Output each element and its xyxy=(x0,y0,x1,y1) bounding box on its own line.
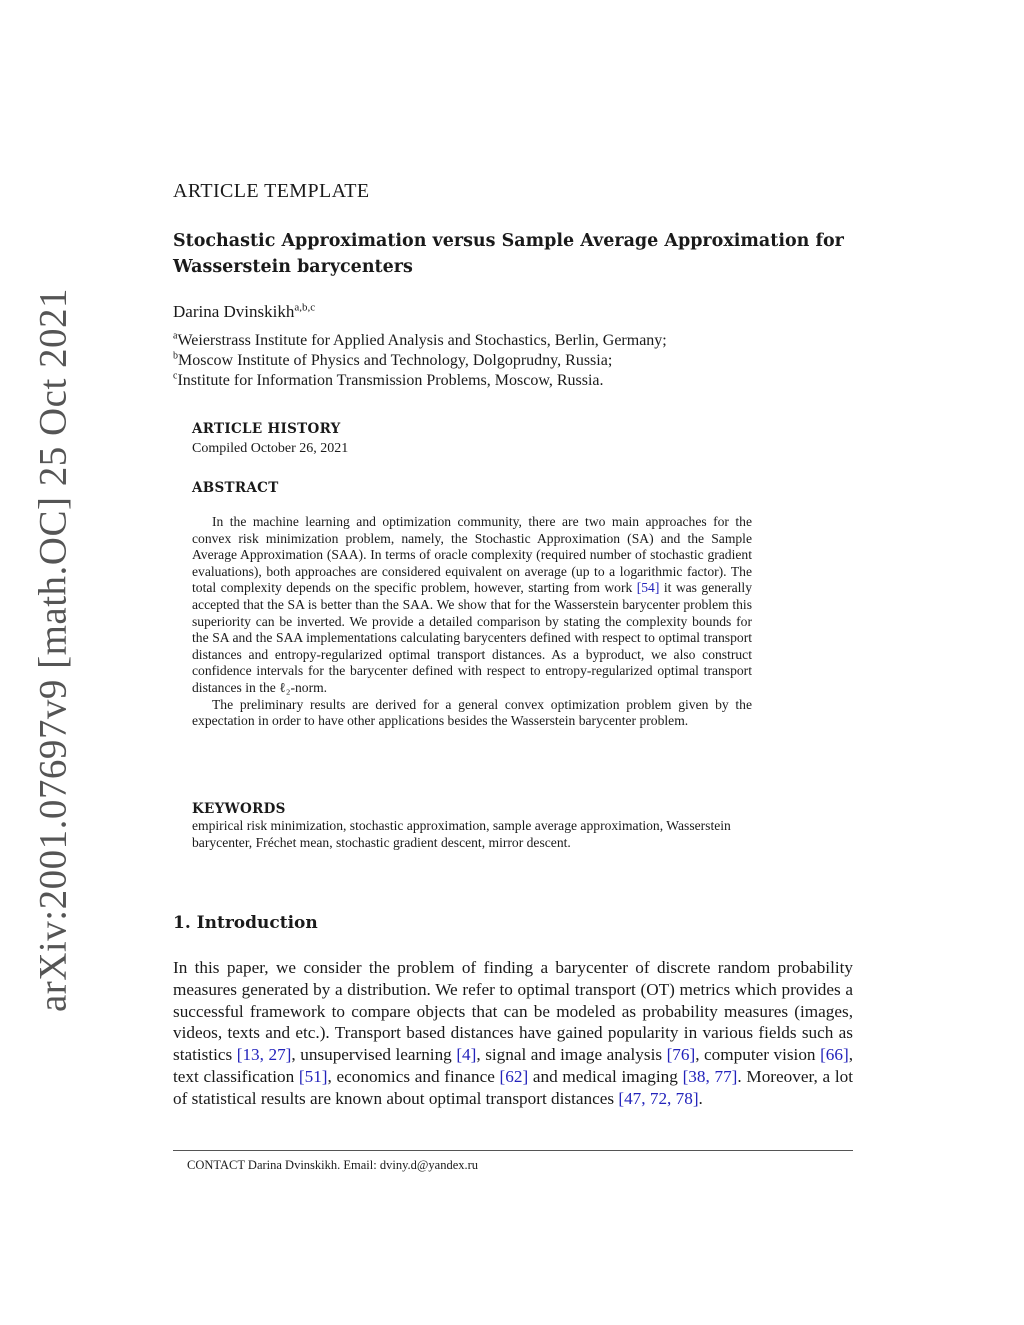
citation-link[interactable]: [62] xyxy=(499,1066,529,1086)
affiliation-item xyxy=(173,331,667,351)
citation-link[interactable]: [54] xyxy=(636,580,660,596)
abstract-body xyxy=(192,514,752,730)
arxiv-identifier-stamp: arXiv:2001.07697v9 [math.OC] 25 Oct 2021 xyxy=(31,287,75,1013)
abstract-heading: ABSTRACT xyxy=(192,480,279,496)
citation-link[interactable]: [38, 77] xyxy=(682,1066,738,1086)
affiliation-mark: b xyxy=(173,350,178,362)
citation-link[interactable]: [47, 72, 78] xyxy=(618,1088,699,1108)
affiliation-mark: c xyxy=(173,370,178,382)
affiliation-list xyxy=(173,331,667,391)
abstract-paragraph: The preliminary results are derived for a general convex optimization problem given by the expectation in order to have other applications besides the Wasserstein barycenter problem. xyxy=(192,696,752,729)
affiliation-text: Weierstrass Institute for Applied Analysis and Stochastics, Berlin, Germany; xyxy=(177,332,667,349)
author-line xyxy=(173,302,315,322)
citation-link[interactable]: [66] xyxy=(820,1045,849,1065)
citation-link[interactable]: [13, 27] xyxy=(236,1045,292,1065)
affiliation-item xyxy=(173,351,667,371)
contact-footnote: CONTACT Darina Dvinskikh. Email: dviny.d@yandex.ru xyxy=(187,1158,479,1172)
article-history-heading: ARTICLE HISTORY xyxy=(192,421,341,437)
abstract-section xyxy=(192,480,752,496)
citation-link[interactable]: [76] xyxy=(666,1045,696,1065)
citation-link[interactable]: [51] xyxy=(298,1066,328,1086)
affiliation-text: Moscow Institute of Physics and Technology, Dolgoprudny, Russia; xyxy=(178,352,613,369)
abstract-paragraph: In the machine learning and optimization community, there are two main approaches for the convex risk minimization problem, namely, the Stochastic Approximation (SA) and the Sample Average Approximation (SAA). In terms of oracle complexity (required number of stochastic gradient evaluations), both approaches are considered equivalent on average (up to a logarithmic factor). The total complexity depends on the specific problem, however, starting from work [54] it was generally accepted that the SA is better than the SAA. We show that for the Wasserstein barycenter problem this superiority can be inverted. We provide a detailed comparison by stating the complexity bounds for the SA and the SAA implementations calculating barycenters defined with respect to optimal transport distances and entropy-regularized optimal transport distances. As a byproduct, we also construct confidence intervals for the barycenter defined with respect to entropy-regularized optimal transport distances in the ℓ₂-norm. xyxy=(192,514,752,695)
paper-title: Stochastic Approximation versus Sample Average Approximation for Wasserstein barycenters xyxy=(173,231,844,277)
affiliation-text: Institute for Information Transmission Problems, Moscow, Russia. xyxy=(177,372,604,389)
section-heading-introduction: 1. Introduction xyxy=(173,913,318,933)
template-label: ARTICLE TEMPLATE xyxy=(173,180,370,202)
compiled-date: Compiled October 26, 2021 xyxy=(192,441,349,456)
keywords-text: empirical risk minimization, stochastic approximation, sample average approximation, Wasserstein barycenter, Fréchet mean, stochastic gradient descent, mirror descent. xyxy=(192,818,731,850)
author-affiliation-marks: a,b,c xyxy=(294,301,316,314)
introduction-paragraph: In this paper, we consider the problem of finding a barycenter of discrete random probability measures generated by a distribution. We refer to optimal transport (OT) metrics which provides a successful framework to compare objects that can be modeled as probability measures (images, videos, texts and etc.). Transport based distances have gained popularity in various fields such as statistics [13, 27], unsupervised learning [4], signal and image analysis [76], computer vision [66], text classification [51], economics and finance [62] and medical imaging [38, 77]. Moreover, a lot of statistical results are known about optimal transport distances [47, 72, 78]. xyxy=(173,958,854,1108)
keywords-section xyxy=(192,801,752,851)
author-name: Darina Dvinskikh xyxy=(173,302,295,321)
affiliation-mark: a xyxy=(173,330,178,342)
citation-link[interactable]: [4] xyxy=(456,1045,477,1065)
footnote-divider xyxy=(173,1150,853,1151)
keywords-heading: KEYWORDS xyxy=(192,801,286,817)
article-history xyxy=(192,421,752,457)
affiliation-item xyxy=(173,371,667,391)
